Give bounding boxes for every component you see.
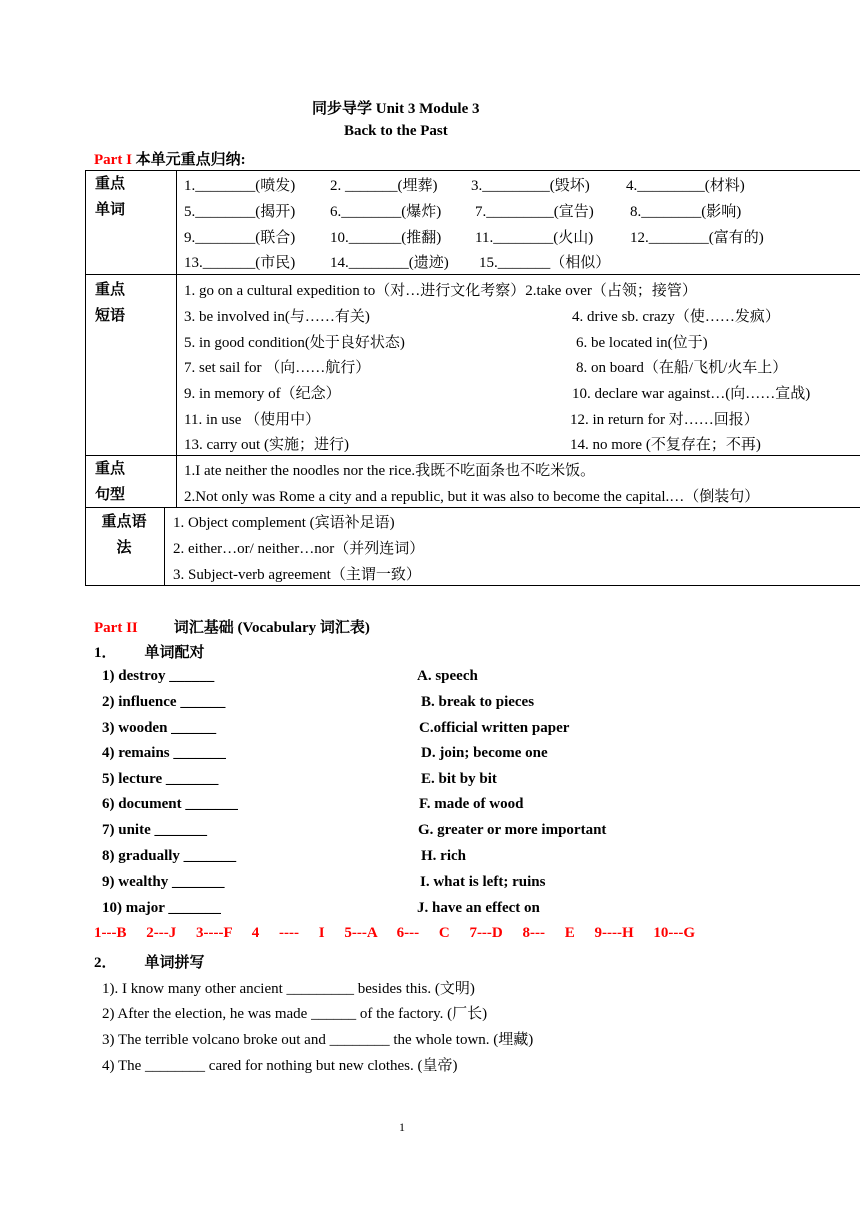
part2-label: Part II [94, 620, 138, 636]
page-subtitle: Back to the Past [344, 123, 448, 139]
match-right-a: A. speech [417, 668, 478, 684]
part1-label: Part I [94, 152, 132, 168]
match-right-d: D. join; become one [421, 745, 548, 761]
grammar-row-1: 1. Object complement (宾语补足语) [173, 515, 395, 531]
spelling-item-2: 2) After the election, he was made ______ of the factory. (厂长) [102, 1006, 488, 1022]
spelling-item-3: 3) The terrible volcano broke out and ________ the whole town. (埋藏) [102, 1032, 534, 1048]
sentence-row-1: 1.I ate neither the noodles nor the rice.我既不吃面条也不吃米饭。 [184, 463, 596, 479]
match-right-f: F. made of wood [419, 796, 524, 812]
label-grammar: 重点语 法 [101, 514, 147, 556]
match-left-5: 5) lecture _______ [102, 771, 219, 787]
match-right-j: J. have an effect on [417, 900, 540, 916]
match-right-i: I. what is left; ruins [420, 874, 546, 890]
match-right-e: E. bit by bit [421, 771, 497, 787]
section2-heading: 2． 单词拼写 [94, 955, 205, 971]
match-left-7: 7) unite _______ [102, 822, 207, 838]
match-right-b: B. break to pieces [421, 694, 535, 710]
grammar-row-2: 2. either…or/ neither…nor（并列连词） [173, 541, 425, 557]
match-right-g: G. greater or more important [418, 822, 607, 838]
spelling-item-4: 4) The ________ cared for nothing but new clothes. (皇帝) [102, 1058, 458, 1074]
spelling-item-1: 1). I know many other ancient _________ besides this. (文明) [102, 981, 475, 997]
match-left-6: 6) document _______ [102, 796, 238, 812]
match-left-1: 1) destroy ______ [102, 668, 215, 684]
phrase-row-1: 1. go on a cultural expedition to（对…进行文化考察）2.take over（占领；接管） [184, 283, 697, 299]
match-left-10: 10) major _______ [102, 900, 221, 916]
section1-heading: 1． 单词配对 [94, 645, 205, 661]
match-left-8: 8) gradually _______ [102, 848, 237, 864]
match-left-2: 2) influence ______ [102, 694, 226, 710]
sentence-row-2: 2.Not only was Rome a city and a republic, but it was also to become the capital.…（倒装句） [184, 489, 760, 505]
match-right-c: C.official written paper [419, 720, 570, 736]
label-words: 重点 单词 [95, 176, 126, 218]
label-phrases: 重点 短语 [95, 282, 126, 324]
match-left-9: 9) wealthy _______ [102, 874, 225, 890]
page-title: 同步导学 Unit 3 Module 3 [312, 101, 480, 117]
match-right-h: H. rich [421, 848, 466, 864]
part1-text: 本单元重点归纳: [131, 152, 246, 168]
grammar-row-3: 3. Subject-verb agreement（主谓一致） [173, 567, 421, 583]
match-left-3: 3) wooden ______ [102, 720, 217, 736]
page-number: 1 [399, 1120, 405, 1134]
label-sentences: 重点 句型 [95, 461, 126, 503]
part1-heading [94, 148, 246, 169]
match-left-4: 4) remains _______ [102, 745, 226, 761]
matching-answers: 1---B 2---J 3----F 4 ---- I 5---A 6--- C 7---D 8--- E 9----H 10---G [94, 925, 696, 941]
part2-title: 词汇基础 (Vocabulary 词汇表) [173, 620, 370, 636]
part2-heading [94, 616, 370, 637]
